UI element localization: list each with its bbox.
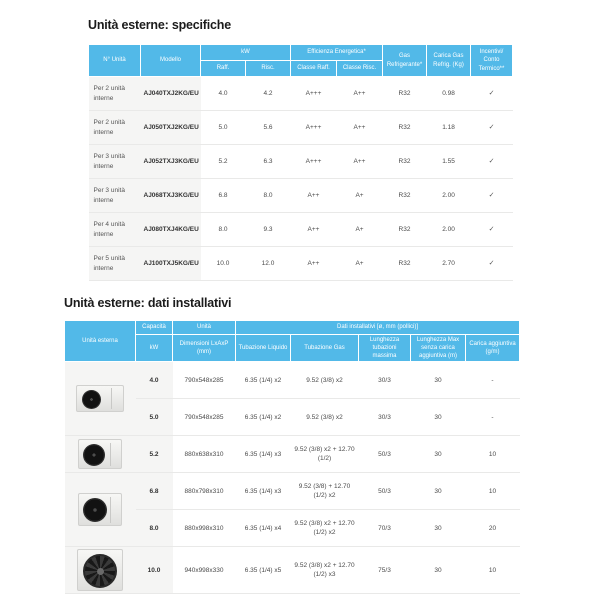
install-table-title: Unità esterne: dati installativi bbox=[64, 296, 232, 310]
col-header-gas: Gas Refrigerante* bbox=[383, 45, 427, 77]
table-row bbox=[89, 247, 513, 281]
col-header-risc: Risc. bbox=[246, 61, 291, 77]
cell-kw: 5.0 bbox=[136, 399, 173, 436]
cell-tubazione-gas: 9.52 (3/8) x2 bbox=[291, 362, 359, 399]
cell-lunghezza-massima: 50/3 bbox=[359, 436, 411, 473]
cell-lunghezza-senza-carica: 30 bbox=[411, 473, 466, 510]
cell-carica-aggiuntiva: 10 bbox=[466, 547, 520, 594]
checkmark-icon: ✓ bbox=[488, 89, 495, 97]
col-header-capacita: Capacità bbox=[136, 321, 173, 335]
cell-lunghezza-senza-carica: 30 bbox=[411, 547, 466, 594]
cell-classe-risc: A+ bbox=[337, 179, 383, 213]
fan-icon bbox=[83, 554, 117, 588]
cell-kw: 8.0 bbox=[136, 510, 173, 547]
cell-tubazione-liquido: 6.35 (1/4) x5 bbox=[236, 547, 291, 594]
cell-dimensioni: 790x548x285 bbox=[173, 399, 236, 436]
cell-n-unita: Per 2 unità interne bbox=[89, 77, 141, 111]
cell-risc: 5.6 bbox=[246, 111, 291, 145]
cell-classe-risc: A++ bbox=[337, 111, 383, 145]
cell-modello: AJ040TXJ2KG/EU bbox=[141, 77, 201, 111]
col-header-kw: kW bbox=[201, 45, 291, 61]
col-header-classe-risc: Classe Risc. bbox=[337, 61, 383, 77]
outdoor-unit-image bbox=[77, 549, 123, 591]
cell-lunghezza-massima: 30/3 bbox=[359, 362, 411, 399]
cell-modello: AJ050TXJ2KG/EU bbox=[141, 111, 201, 145]
install-table bbox=[64, 320, 520, 594]
cell-gas: R32 bbox=[383, 247, 427, 281]
checkmark-icon: ✓ bbox=[488, 225, 495, 233]
col-header-lunghezza-senza-carica: Lunghezza Max senza carica aggiuntiva (m) bbox=[411, 335, 466, 362]
cell-risc: 12.0 bbox=[246, 247, 291, 281]
checkmark-icon: ✓ bbox=[488, 123, 495, 131]
cell-lunghezza-senza-carica: 30 bbox=[411, 436, 466, 473]
cell-modello: AJ080TXJ4KG/EU bbox=[141, 213, 201, 247]
cell-gas: R32 bbox=[383, 145, 427, 179]
cell-dimensioni: 880x798x310 bbox=[173, 473, 236, 510]
cell-unit-image bbox=[65, 473, 136, 547]
cell-tubazione-liquido: 6.35 (1/4) x3 bbox=[236, 473, 291, 510]
cell-raff: 6.8 bbox=[201, 179, 246, 213]
cell-kw: 4.0 bbox=[136, 362, 173, 399]
col-header-incentivi: Incentivi/ Conto Termico** bbox=[471, 45, 513, 77]
col-header-tubazione-liquido: Tubazione Liquido bbox=[236, 335, 291, 362]
col-header-classe-raff: Classe Raff. bbox=[291, 61, 337, 77]
cell-classe-raff: A++ bbox=[291, 179, 337, 213]
col-header-lunghezza-massima: Lunghezza tubazioni massima bbox=[359, 335, 411, 362]
cell-classe-risc: A+ bbox=[337, 213, 383, 247]
cell-classe-raff: A+++ bbox=[291, 111, 337, 145]
cell-risc: 9.3 bbox=[246, 213, 291, 247]
cell-kw: 5.2 bbox=[136, 436, 173, 473]
cell-tubazione-liquido: 6.35 (1/4) x3 bbox=[236, 436, 291, 473]
cell-gas: R32 bbox=[383, 77, 427, 111]
cell-n-unita: Per 2 unità interne bbox=[89, 111, 141, 145]
cell-gas: R32 bbox=[383, 111, 427, 145]
col-header-dimensioni: Dimensioni LxAxP (mm) bbox=[173, 335, 236, 362]
cell-carica: 1.18 bbox=[427, 111, 471, 145]
cell-dimensioni: 790x548x285 bbox=[173, 362, 236, 399]
cell-classe-risc: A++ bbox=[337, 145, 383, 179]
outdoor-unit-image bbox=[78, 493, 122, 526]
cell-classe-risc: A+ bbox=[337, 247, 383, 281]
cell-tubazione-gas: 9.52 (3/8) + 12.70 (1/2) x2 bbox=[291, 473, 359, 510]
cell-carica-aggiuntiva: 10 bbox=[466, 473, 520, 510]
cell-dimensioni: 880x638x310 bbox=[173, 436, 236, 473]
cell-gas: R32 bbox=[383, 179, 427, 213]
cell-raff: 10.0 bbox=[201, 247, 246, 281]
cell-risc: 4.2 bbox=[246, 77, 291, 111]
cell-dimensioni: 880x998x310 bbox=[173, 510, 236, 547]
col-header-kw-sub: kW bbox=[136, 335, 173, 362]
cell-raff: 8.0 bbox=[201, 213, 246, 247]
cell-tubazione-gas: 9.52 (3/8) x2 + 12.70 (1/2) bbox=[291, 436, 359, 473]
table-row bbox=[89, 213, 513, 247]
cell-risc: 6.3 bbox=[246, 145, 291, 179]
table-row bbox=[89, 77, 513, 111]
cell-carica: 2.70 bbox=[427, 247, 471, 281]
col-header-raff: Raff. bbox=[201, 61, 246, 77]
col-header-modello: Modello bbox=[141, 45, 201, 77]
cell-lunghezza-senza-carica: 30 bbox=[411, 399, 466, 436]
cell-kw: 6.8 bbox=[136, 473, 173, 510]
outdoor-unit-image bbox=[78, 439, 122, 469]
cell-tubazione-liquido: 6.35 (1/4) x4 bbox=[236, 510, 291, 547]
cell-tubazione-gas: 9.52 (3/8) x2 + 12.70 (1/2) x2 bbox=[291, 510, 359, 547]
table-row bbox=[65, 436, 520, 473]
cell-classe-risc: A++ bbox=[337, 77, 383, 111]
cell-lunghezza-senza-carica: 30 bbox=[411, 362, 466, 399]
cell-n-unita: Per 4 unità interne bbox=[89, 213, 141, 247]
fan-icon bbox=[82, 390, 101, 409]
cell-lunghezza-massima: 50/3 bbox=[359, 473, 411, 510]
cell-lunghezza-senza-carica: 30 bbox=[411, 510, 466, 547]
checkmark-icon: ✓ bbox=[488, 259, 495, 267]
cell-carica: 2.00 bbox=[427, 179, 471, 213]
cell-modello: AJ052TXJ3KG/EU bbox=[141, 145, 201, 179]
cell-kw: 10.0 bbox=[136, 547, 173, 594]
col-header-dati-installativi: Dati installativi [ø, mm (pollici)] bbox=[236, 321, 520, 335]
fan-icon bbox=[83, 444, 105, 466]
checkmark-icon: ✓ bbox=[488, 191, 495, 199]
cell-risc: 8.0 bbox=[246, 179, 291, 213]
table-row bbox=[65, 473, 520, 510]
cell-raff: 4.0 bbox=[201, 77, 246, 111]
cell-carica-aggiuntiva: 10 bbox=[466, 436, 520, 473]
cell-dimensioni: 940x998x330 bbox=[173, 547, 236, 594]
cell-unit-image bbox=[65, 362, 136, 436]
cell-carica: 0.98 bbox=[427, 77, 471, 111]
cell-n-unita: Per 3 unità interne bbox=[89, 145, 141, 179]
checkmark-icon: ✓ bbox=[488, 157, 495, 165]
spec-table-title: Unità esterne: specifiche bbox=[88, 18, 231, 32]
cell-lunghezza-massima: 70/3 bbox=[359, 510, 411, 547]
table-row bbox=[65, 547, 520, 594]
cell-classe-raff: A++ bbox=[291, 247, 337, 281]
table-row bbox=[89, 179, 513, 213]
cell-carica-aggiuntiva: - bbox=[466, 399, 520, 436]
col-header-tubazione-gas: Tubazione Gas bbox=[291, 335, 359, 362]
cell-classe-raff: A+++ bbox=[291, 145, 337, 179]
spec-table bbox=[88, 44, 513, 281]
cell-carica: 1.55 bbox=[427, 145, 471, 179]
table-row bbox=[65, 362, 520, 399]
cell-unit-image bbox=[65, 547, 136, 594]
table-row bbox=[89, 111, 513, 145]
cell-carica-aggiuntiva: - bbox=[466, 362, 520, 399]
cell-modello: AJ068TXJ3KG/EU bbox=[141, 179, 201, 213]
cell-unit-image bbox=[65, 436, 136, 473]
col-header-unita: Unità bbox=[173, 321, 236, 335]
fan-icon bbox=[83, 498, 107, 522]
cell-lunghezza-massima: 30/3 bbox=[359, 399, 411, 436]
outdoor-unit-image bbox=[76, 385, 124, 412]
cell-tubazione-gas: 9.52 (3/8) x2 bbox=[291, 399, 359, 436]
table-row bbox=[89, 145, 513, 179]
cell-raff: 5.0 bbox=[201, 111, 246, 145]
cell-classe-raff: A++ bbox=[291, 213, 337, 247]
cell-classe-raff: A+++ bbox=[291, 77, 337, 111]
cell-raff: 5.2 bbox=[201, 145, 246, 179]
col-header-carica-aggiuntiva: Carica aggiuntiva (g/m) bbox=[466, 335, 520, 362]
cell-carica: 2.00 bbox=[427, 213, 471, 247]
col-header-n-unita: N° Unità bbox=[89, 45, 141, 77]
col-header-efficienza: Efficienza Energetica* bbox=[291, 45, 383, 61]
cell-n-unita: Per 3 unità interne bbox=[89, 179, 141, 213]
cell-tubazione-gas: 9.52 (3/8) x2 + 12.70 (1/2) x3 bbox=[291, 547, 359, 594]
cell-tubazione-liquido: 6.35 (1/4) x2 bbox=[236, 362, 291, 399]
col-header-unita-esterna: Unità esterna bbox=[65, 321, 136, 362]
cell-tubazione-liquido: 6.35 (1/4) x2 bbox=[236, 399, 291, 436]
cell-lunghezza-massima: 75/3 bbox=[359, 547, 411, 594]
cell-n-unita: Per 5 unità interne bbox=[89, 247, 141, 281]
cell-carica-aggiuntiva: 20 bbox=[466, 510, 520, 547]
col-header-carica: Carica Gas Refrig. (Kg) bbox=[427, 45, 471, 77]
cell-gas: R32 bbox=[383, 213, 427, 247]
cell-modello: AJ100TXJ5KG/EU bbox=[141, 247, 201, 281]
